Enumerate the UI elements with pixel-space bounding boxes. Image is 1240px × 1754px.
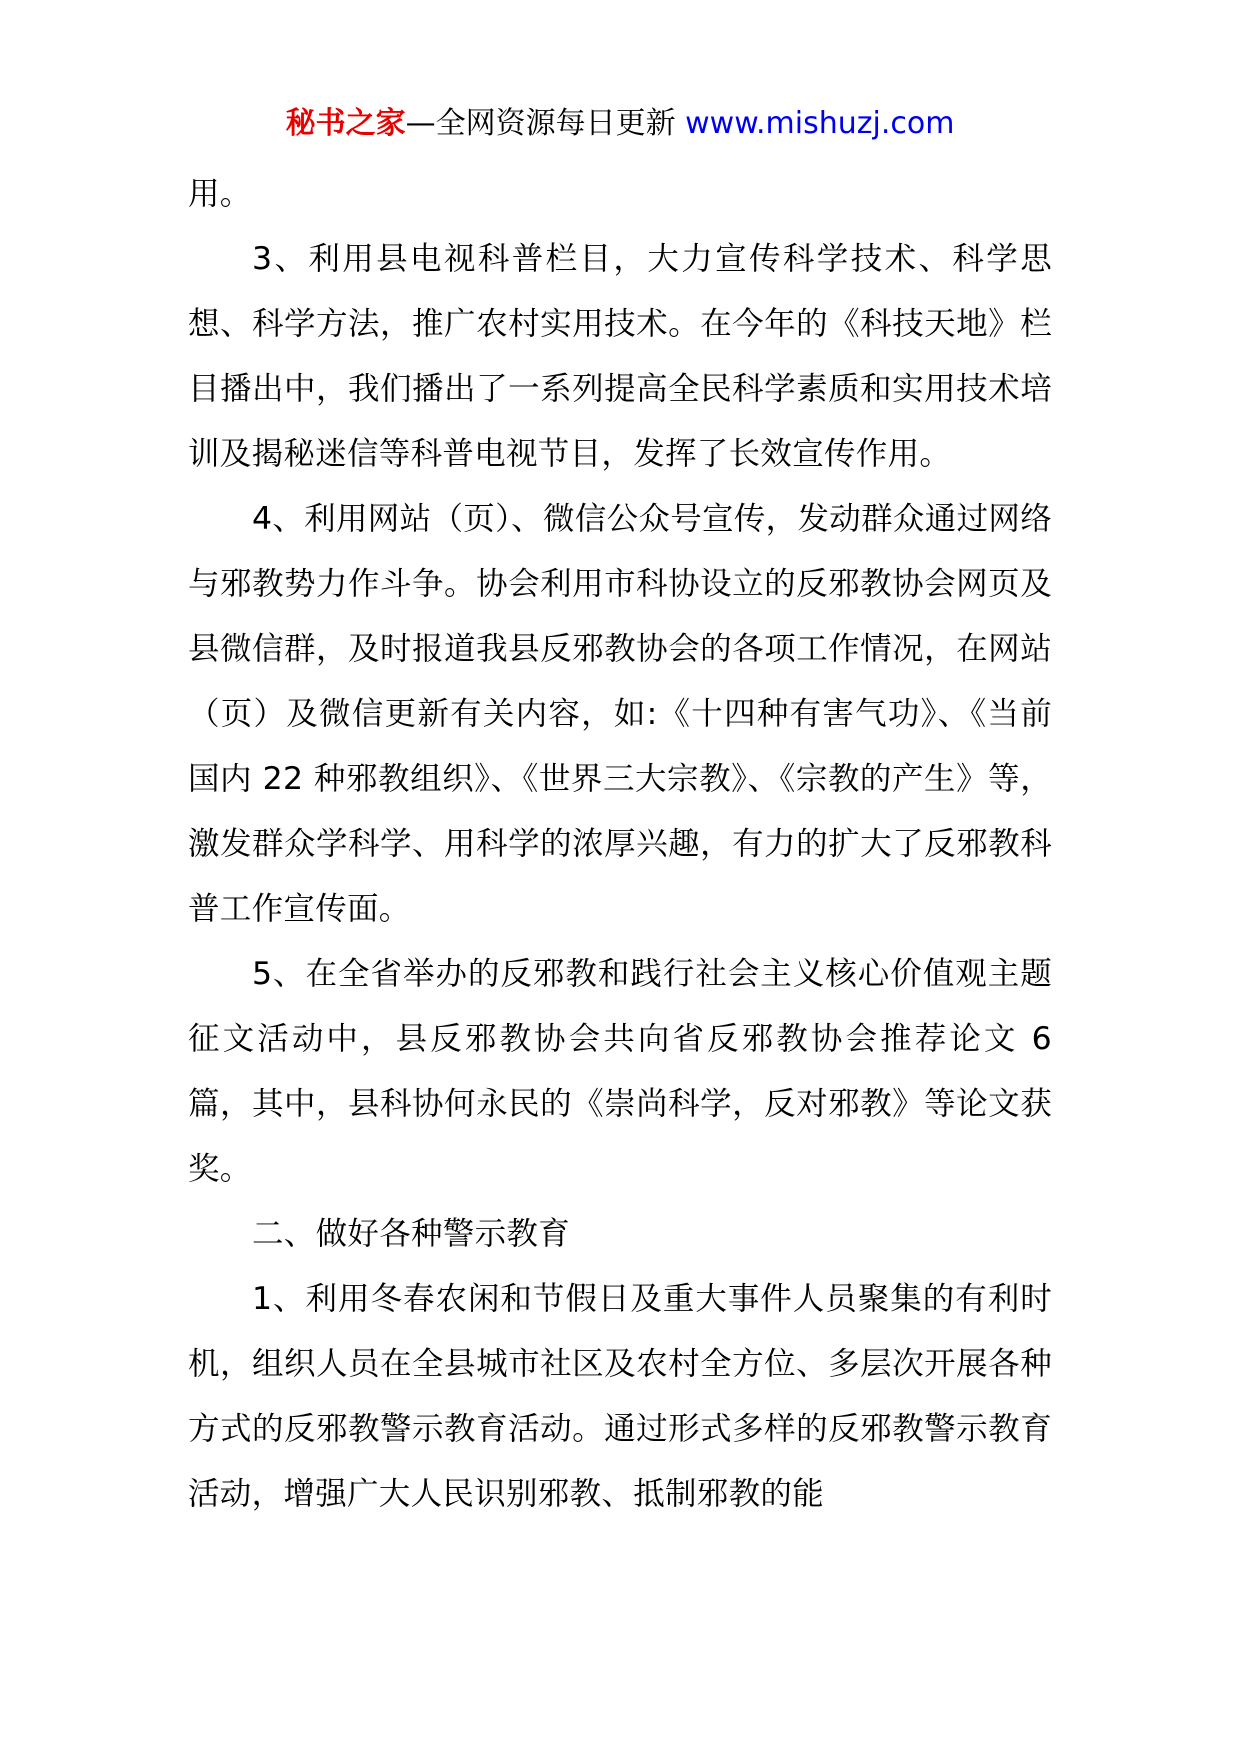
paragraph-item-4: 4、利用网站（页）、微信公众号宣传，发动群众通过网络与邪教势力作斗争。协会利用市科协设立的反邪教协会网页及县微信群，及时报道我县反邪教协会的各项工作情况，在网站（页）及微信更新有关内容，如:《十四种有害气功》、《当前国内 22 种邪教组织》、《世界三大宗教》、《宗教的产生》等，激发群众学科学、用科学的浓厚兴趣，有力的扩大了反邪教科普工作宣传面。 — [188, 501, 1052, 927]
brand-name: 秘书之家 — [285, 106, 406, 141]
paragraph-item-3: 3、利用县电视科普栏目，大力宣传科学技术、科学思想、科学方法，推广农村实用技术。在今年的《科技天地》栏目播出中，我们播出了一系列提高全民科学素质和实用技术培训及揭秘迷信等科普电视节目，发挥了长效宣传作用。 — [188, 241, 1052, 472]
site-link[interactable]: www.mishuzj.com — [685, 106, 955, 141]
header-tagline: —全网资源每日更新 — [405, 106, 676, 141]
page-header — [0, 100, 1240, 148]
paragraph-item-5: 5、在全省举办的反邪教和践行社会主义核心价值观主题征文活动中，县反邪教协会共向省反邪教协会推荐论文 6 篇，其中，县科协何永民的《崇尚科学，反对邪教》等论文获奖。 — [188, 956, 1052, 1187]
section-heading: 二、做好各种警示教育 — [252, 1216, 571, 1252]
document-body — [188, 162, 1052, 1527]
paragraph-section2-item-1: 1、利用冬春农闲和节假日及重大事件人员聚集的有利时机，组织人员在全县城市社区及农村全方位、多层次开展各种方式的反邪教警示教育活动。通过形式多样的反邪教警示教育活动，增强广大人民识别邪教、抵制邪教的能 — [188, 1281, 1052, 1512]
paragraph-continuation: 用。 — [188, 176, 252, 212]
